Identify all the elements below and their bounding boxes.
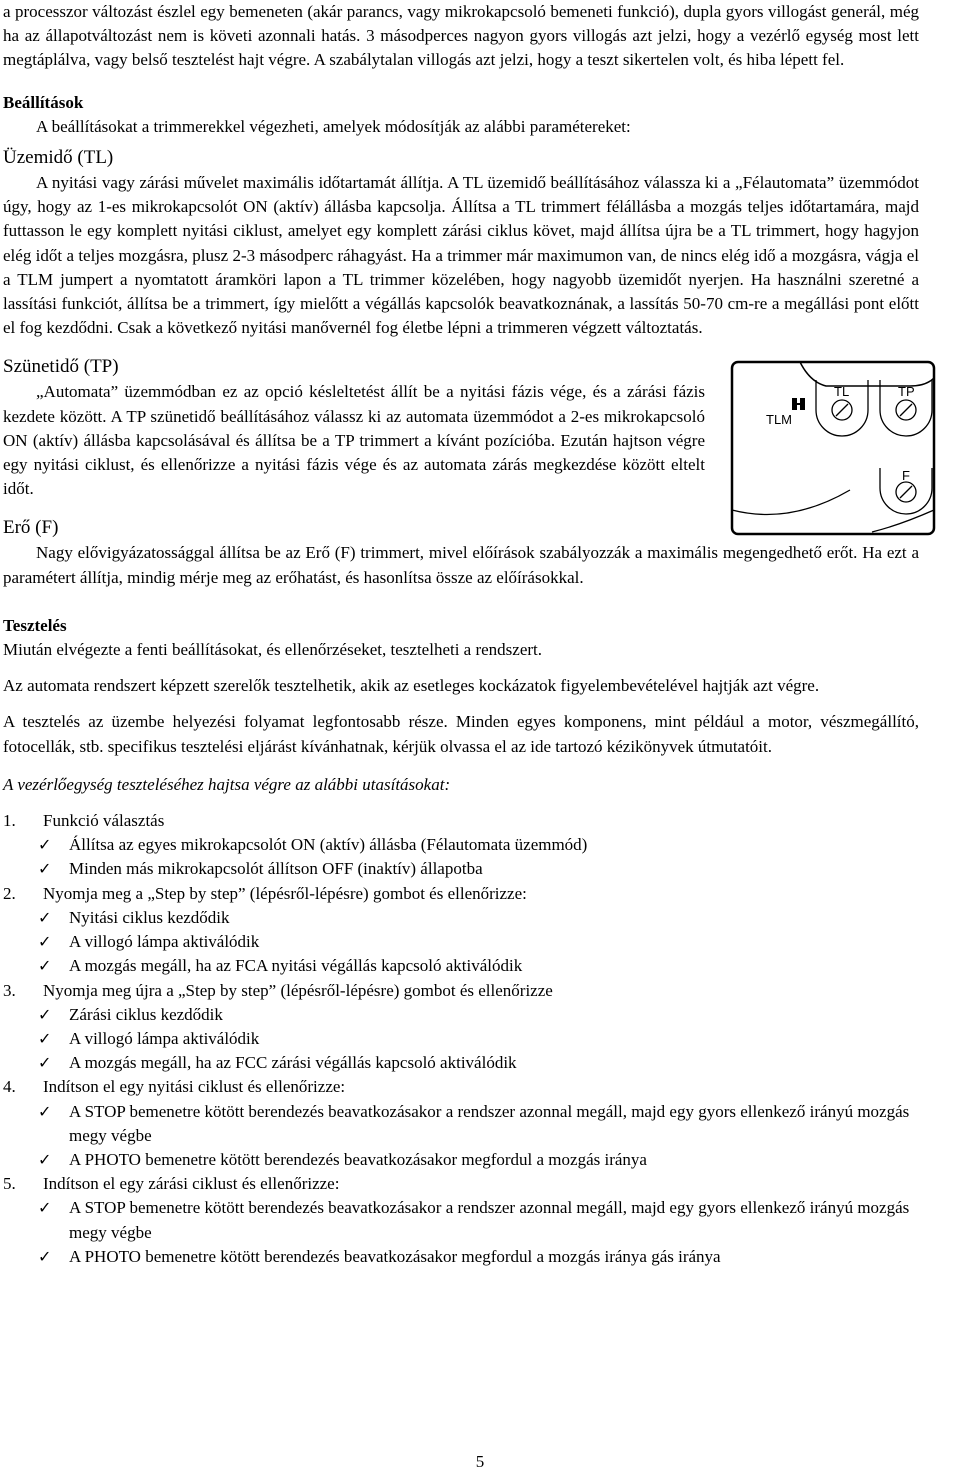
testing-heading: Tesztelés [3,615,67,635]
step-number: 3. [3,980,16,1000]
tl-paragraph: A nyitási vagy zárási művelet maximális időtartamát állítja. A TL üzemidő beállításához válassza ki a „Félautomata” üzemmódot úgy, hogy az 1-es mikrokapcsolót ON (aktív) állásba kapcsolja. Állítsa a TL trimmert félállásba a mozgás teljes időtartamára, majd futtasson le egy komplett nyitási ciklust, amelyet egy komplett zárási ciklus követ, majd állítsa újra be a TL trimmert, hogy hagyjon elég időt a teljes mozgásra, plusz 2-3 másodperc ráhagyást. Ha a trimmer már maximumon van, de nincs elég idő a mozgásra, vágja el a TLM jumpert a nyomtatott áramköri lapon a TL trimmer közelében, hogy nagyobb üzemidőt nyerjen. Ha használni szeretné a lassítási funkciót, állítsa be a trimmert, így mielőtt a végállás kapcsolók beavatkoznának, a lassítás 50-70 cm-re a megállási pont előtt el fog kezdődni. Csak a következő nyitási manővernél fog életbe lépni a trimmeren végzett változtatás. [3,173,919,338]
check-icon: ✓ [38,956,52,976]
test-step [3,1075,919,1172]
check-icon: ✓ [38,1198,52,1218]
check-item: ✓ A PHOTO bemenetre kötött berendezés beavatkozásakor megfordul a mozgás iránya gás iránya [38,1245,919,1269]
step-title: Indítson el egy nyitási ciklust és ellenőrizze: [43,1077,346,1097]
intro-paragraph: a processzor változást észlel egy bemeneten (akár parancs, vagy mikrokapcsoló bemeneti funkció), dupla gyors villogást generál, még ha az állapotváltozást nem is követi azonnali hatás. 3 másodperces nagyon gyors villogás azt jelzi, hogy a vezérlő egység most lett megtáplálva, vagy belső tesztelést hajt végre. A szabálytalan villogás azt jelzi, hogy a teszt sikertelen volt, és hiba lépett fel. [3,2,919,70]
test-step [3,809,919,882]
check-icon: ✓ [38,907,52,927]
tp-heading: Szünetidő (TP) [3,356,119,378]
tp-section [3,354,919,501]
tp-paragraph: „Automata” üzemmódban ez az opció késleltetést állít be a nyitási fázis vége, és a zárási fázis kezdete között. A TP szünetidő beállításához válassz ki az automata üzemmódot a 2-es mikrokapcsoló ON (aktív) állásba kapcsolásával és állítsa be a TP trimmert a kívánt pozícióba. Ezután hajtson végre egy nyitási ciklust, és ellenőrizze a nyitási fázis vége és az automata zárás megkezdése között eltelt időt. [3,382,705,499]
diagram-label-f: F [902,468,910,484]
check-item: ✓ A PHOTO bemenetre kötött berendezés beavatkozásakor megfordul a mozgás iránya [38,1148,919,1172]
settings-heading: Beállítások [3,92,84,112]
testing-instruction: A vezérlőegység teszteléséhez hajtsa végre az alábbi utasításokat: [3,774,451,794]
step-number: 4. [3,1077,16,1097]
step-title: Funkció választás [43,811,165,831]
document-page [3,0,919,1269]
check-icon: ✓ [38,1028,52,1048]
step-number: 1. [3,811,16,831]
diagram-label-tl: TL [834,384,850,400]
check-item: ✓ A STOP bemenetre kötött berendezés beavatkozásakor a rendszer azonnal megáll, majd egy gyors ellenkező irányú mozgás megy végbe [38,1101,910,1145]
tl-heading: Üzemidő (TL) [3,147,114,169]
check-icon: ✓ [38,835,52,855]
test-step [3,882,919,979]
settings-intro: A beállításokat a trimmerekkel végezheti, amelyek módosítják az alábbi paramétereket: [36,116,631,136]
check-item: ✓ A villogó lámpa aktiválódik [38,1027,919,1051]
step-title: Nyomja meg újra a „Step by step” (lépésről-lépésre) gombot és ellenőrizze [43,980,553,1000]
check-icon: ✓ [38,859,52,879]
test-steps-list [3,809,919,1269]
step-title: Nyomja meg a „Step by step” (lépésről-lépésre) gombot és ellenőrizze: [43,883,527,903]
check-item: ✓ Zárási ciklus kezdődik [38,1003,919,1027]
trimmer-diagram [730,360,936,536]
check-item: ✓ A villogó lámpa aktiválódik [38,930,919,954]
check-item: ✓ A mozgás megáll, ha az FCA nyitási végállás kapcsoló aktiválódik [38,954,919,978]
step-title: Indítson el egy zárási ciklust és ellenőrizze: [43,1174,340,1194]
check-icon: ✓ [38,1246,52,1266]
check-item: ✓ A STOP bemenetre kötött berendezés beavatkozásakor a rendszer azonnal megáll, majd egy gyors ellenkező irányú mozgás megy végbe [38,1198,910,1242]
page-number: 5 [475,1452,485,1471]
check-icon: ✓ [38,1149,52,1169]
testing-paragraph-1: Miután elvégezte a fenti beállításokat, és ellenőrzéseket, tesztelheti a rendszert. [3,640,543,660]
step-number: 5. [3,1174,16,1194]
check-item: ✓ Nyitási ciklus kezdődik [38,906,919,930]
testing-paragraph-3: A tesztelés az üzembe helyezési folyamat legfontosabb része. Minden egyes komponens, mint például a motor, vészmegállító, fotocellák, stb. specifikus tesztelési eljárást kívánhatnak, kérjük olvassa el az ide tartozó kézikönyvek útmutatóit. [3,712,919,756]
force-paragraph: Nagy elővigyázatossággal állítsa be az Erő (F) trimmert, mivel előírások szabályozzák a maximális megengedhető erőt. Ha ezt a paramétert állítja, mindig mérje meg az erőhatást, és hasonlítsa össze az előírásokkal. [3,543,919,587]
diagram-label-tp: TP [898,384,915,400]
check-icon: ✓ [38,1053,52,1073]
testing-paragraph-2: Az automata rendszert képzett szerelők tesztelhetik, akik az esetleges kockázatok figyelembevételével hajtják azt végre. [3,676,820,696]
test-step [3,1172,919,1269]
check-icon: ✓ [38,1101,52,1121]
check-item: ✓ Állítsa az egyes mikrokapcsolót ON (aktív) állásba (Félautomata üzemmód) [38,833,919,857]
check-item: ✓ Minden más mikrokapcsolót állítson OFF (inaktív) állapotba [38,857,919,881]
diagram-label-tlm: TLM [766,412,792,428]
test-step [3,979,919,1076]
step-number: 2. [3,883,16,903]
check-item: ✓ A mozgás megáll, ha az FCC zárási végállás kapcsoló aktiválódik [38,1051,919,1075]
check-icon: ✓ [38,1004,52,1024]
check-icon: ✓ [38,932,52,952]
force-heading: Erő (F) [3,517,59,539]
